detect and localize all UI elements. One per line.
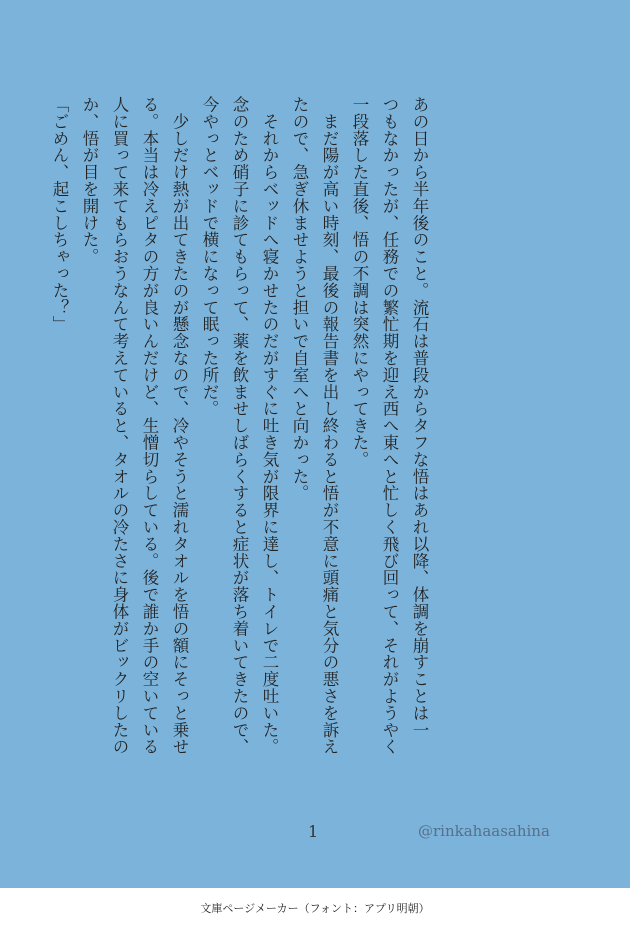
text-line: 人に買って来てもらおうなんて考えていると、タオルの冷たさに身体がビックリしたの <box>110 96 129 756</box>
text-line: まだ陽が高い時刻、最後の報告書を出し終わると悟が不意に頭痛と気分の悪さを訴え <box>320 96 339 756</box>
text-line: 一段落した直後、悟の不調は突然にやってきた。 <box>350 96 369 468</box>
text-line: る。本当は冷えピタの方が良いんだけど、生憎切らしている。後で誰か手の空いている <box>140 96 159 756</box>
footer-credit: 文庫ページメーカー（フォント：アプリ明朝） <box>200 902 430 915</box>
text-line: あの日から半年後のこと。流石は普段からタフな悟はあれ以降、体調を崩すことは一 <box>410 96 429 739</box>
text-line: 今やっとベッドで横になって眠った所だ。 <box>200 96 219 418</box>
text-line: つもなかったが、任務での繁忙期を迎え西へ東へと忙しく飛び回って、それがようやく <box>380 96 399 756</box>
text-line: 「ごめん、起こしちゃった？」 <box>50 96 69 333</box>
vertical-text-body <box>14 96 434 816</box>
text-line: それからベッドへ寝かせたのだがすぐに吐き気が限界に達し、トイレで二度吐いた。 <box>260 96 279 756</box>
page-number: 1 <box>308 822 319 841</box>
text-line: 少しだけ熱が出てきたのが懸念なので、冷やそうと濡れタオルを悟の額にそっと乗せ <box>170 96 189 756</box>
text-line: 念のため硝子に診てもらって、薬を飲ませしばらくすると症状が落ち着いてきたので、 <box>230 96 249 756</box>
text-line: たので、急ぎ休ませようと担いで自室へと向かった。 <box>290 96 309 502</box>
text-line: か、悟が目を開けた。 <box>80 96 99 265</box>
author-handle: @rinkahaasahina <box>418 822 550 840</box>
